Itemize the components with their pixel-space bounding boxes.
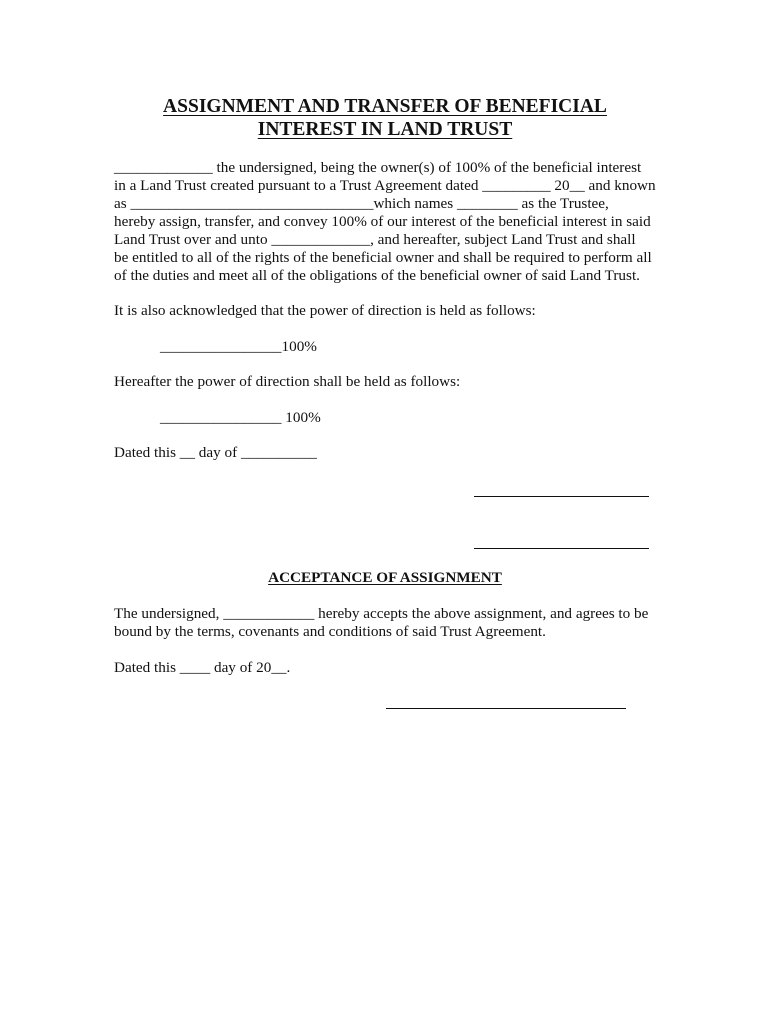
paragraph-line: _____________ the undersigned, being the owner(s) of 100% of the beneficial interest [114, 159, 642, 176]
paragraph-line: Land Trust over and unto _____________, and hereafter, subject Land Trust and shall [114, 231, 636, 248]
document-title-line-1: ASSIGNMENT AND TRANSFER OF BENEFICIAL [163, 96, 607, 117]
acceptance-dated-line: Dated this ____ day of 20__. [114, 659, 291, 676]
acceptance-paragraph-line: The undersigned, ____________ hereby accepts the above assignment, and agrees to be [114, 605, 649, 622]
document-title-line-2: INTEREST IN LAND TRUST [257, 119, 513, 140]
dated-line: Dated this __ day of __________ [114, 444, 317, 461]
power-held-blank: ________________100% [160, 338, 317, 355]
paragraph-line: hereby assign, transfer, and convey 100% of our interest of the beneficial interest in said [114, 213, 651, 230]
paragraph-line: of the duties and meet all of the obligations of the beneficial owner of said Land Trust. [114, 267, 640, 284]
acceptance-signature-line [386, 708, 626, 709]
signature-line-1 [474, 496, 649, 497]
paragraph-line: in a Land Trust created pursuant to a Trust Agreement dated _________ 20__ and known [114, 177, 656, 194]
power-hereafter-blank: ________________ 100% [160, 409, 321, 426]
power-hereafter-statement: Hereafter the power of direction shall be held as follows: [114, 373, 461, 390]
power-held-statement: It is also acknowledged that the power of direction is held as follows: [114, 302, 536, 319]
acceptance-paragraph-line: bound by the terms, covenants and conditions of said Trust Agreement. [114, 623, 546, 640]
paragraph-line: be entitled to all of the rights of the beneficial owner and shall be required to perform all [114, 249, 652, 266]
acceptance-heading: ACCEPTANCE OF ASSIGNMENT [268, 569, 502, 586]
signature-line-2 [474, 548, 649, 549]
paragraph-line: as ________________________________which names ________ as the Trustee, [114, 195, 609, 212]
